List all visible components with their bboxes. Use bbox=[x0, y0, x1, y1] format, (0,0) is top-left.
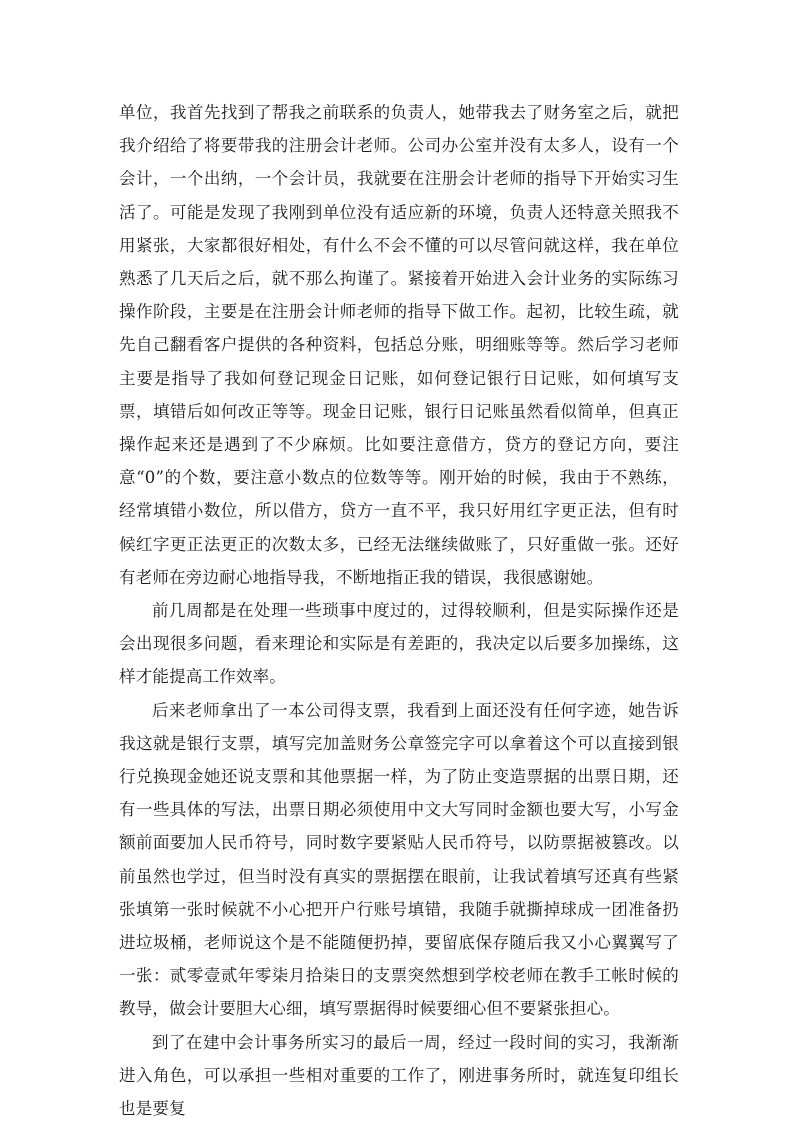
paragraph-2: 前几周都是在处理一些琐事中度过的，过得较顺利，但是实际操作还是会出现很多问题，看来理论和实际是有差距的，我决定以后要多加操练，这样才能提高工作效率。 bbox=[119, 601, 679, 687]
paragraph-3: 后来老师拿出了一本公司得支票，我看到上面还没有任何字迹，她告诉我这就是银行支票，填写完加盖财务公章签完字可以拿着这个可以直接到银行兑换现金她还说支票和其他票据一样，为了防止变造票据的出票日期，还有一些具体的写法，出票日期必须使用中文大写同时金额也要大写，小写金额前面要加人民币符号，同时数字要紧贴人民币符号，以防票据被篡改。以前虽然也学过，但当时没有真实的票据摆在眼前，让我试着填写还真有些紧张填第一张时候就不小心把开户行账号填错，我随手就撕掉球成一团准备扔进垃圾桶，老师说这个是不能随便扔掉，要留底保存随后我又小心翼翼写了一张：贰零壹贰年零柒月拾柒日的支票突然想到学校老师在教手工帐时候的教导，做会计要胆大心细，填写票据得时候要细心但不要紧张担心。 bbox=[119, 700, 679, 1019]
paragraph-4: 到了在建中会计事务所实习的最后一周，经过一段时间的实习，我渐渐进入角色，可以承担一些相对重要的工作了，刚进事务所时，就连复印组长也是要复 bbox=[119, 1032, 679, 1119]
body-text bbox=[119, 96, 679, 1125]
paragraph-1: 单位，我首先找到了帮我之前联系的负责人，她带我去了财务室之后，就把我介绍给了将要带我的注册会计老师。公司办公室并没有太多人，设有一个会计，一个出纳，一个会计员，我就要在注册会计老师的指导下开始实习生活了。可能是发现了我刚到单位没有适应新的环境，负责人还特意关照我不用紧张，大家都很好相处，有什么不会不懂的可以尽管问就这样，我在单位熟悉了几天后之后，就不那么拘谨了。紧接着开始进入会计业务的实际练习操作阶段，主要是在注册会计师老师的指导下做工作。起初，比较生疏，就先自己翻看客户提供的各种资料，包括总分账，明细账等等。然后学习老师主要是指导了我如何登记现金日记账，如何登记银行日记账，如何填写支票，填错后如何改正等等。现金日记账，银行日记账虽然看似简单，但真正操作起来还是遇到了不少麻烦。比如要注意借方，贷方的登记方向，要注意“0”的个数，要注意小数点的位数等等。刚开始的时候，我由于不熟练，经常填错小数位，所以借方，贷方一直不平，我只好用红字更正法，但有时候红字更正法更正的次数太多，已经无法继续做账了，只好重做一张。还好有老师在旁边耐心地指导我，不断地指正我的错误，我很感谢她。 bbox=[119, 103, 679, 587]
